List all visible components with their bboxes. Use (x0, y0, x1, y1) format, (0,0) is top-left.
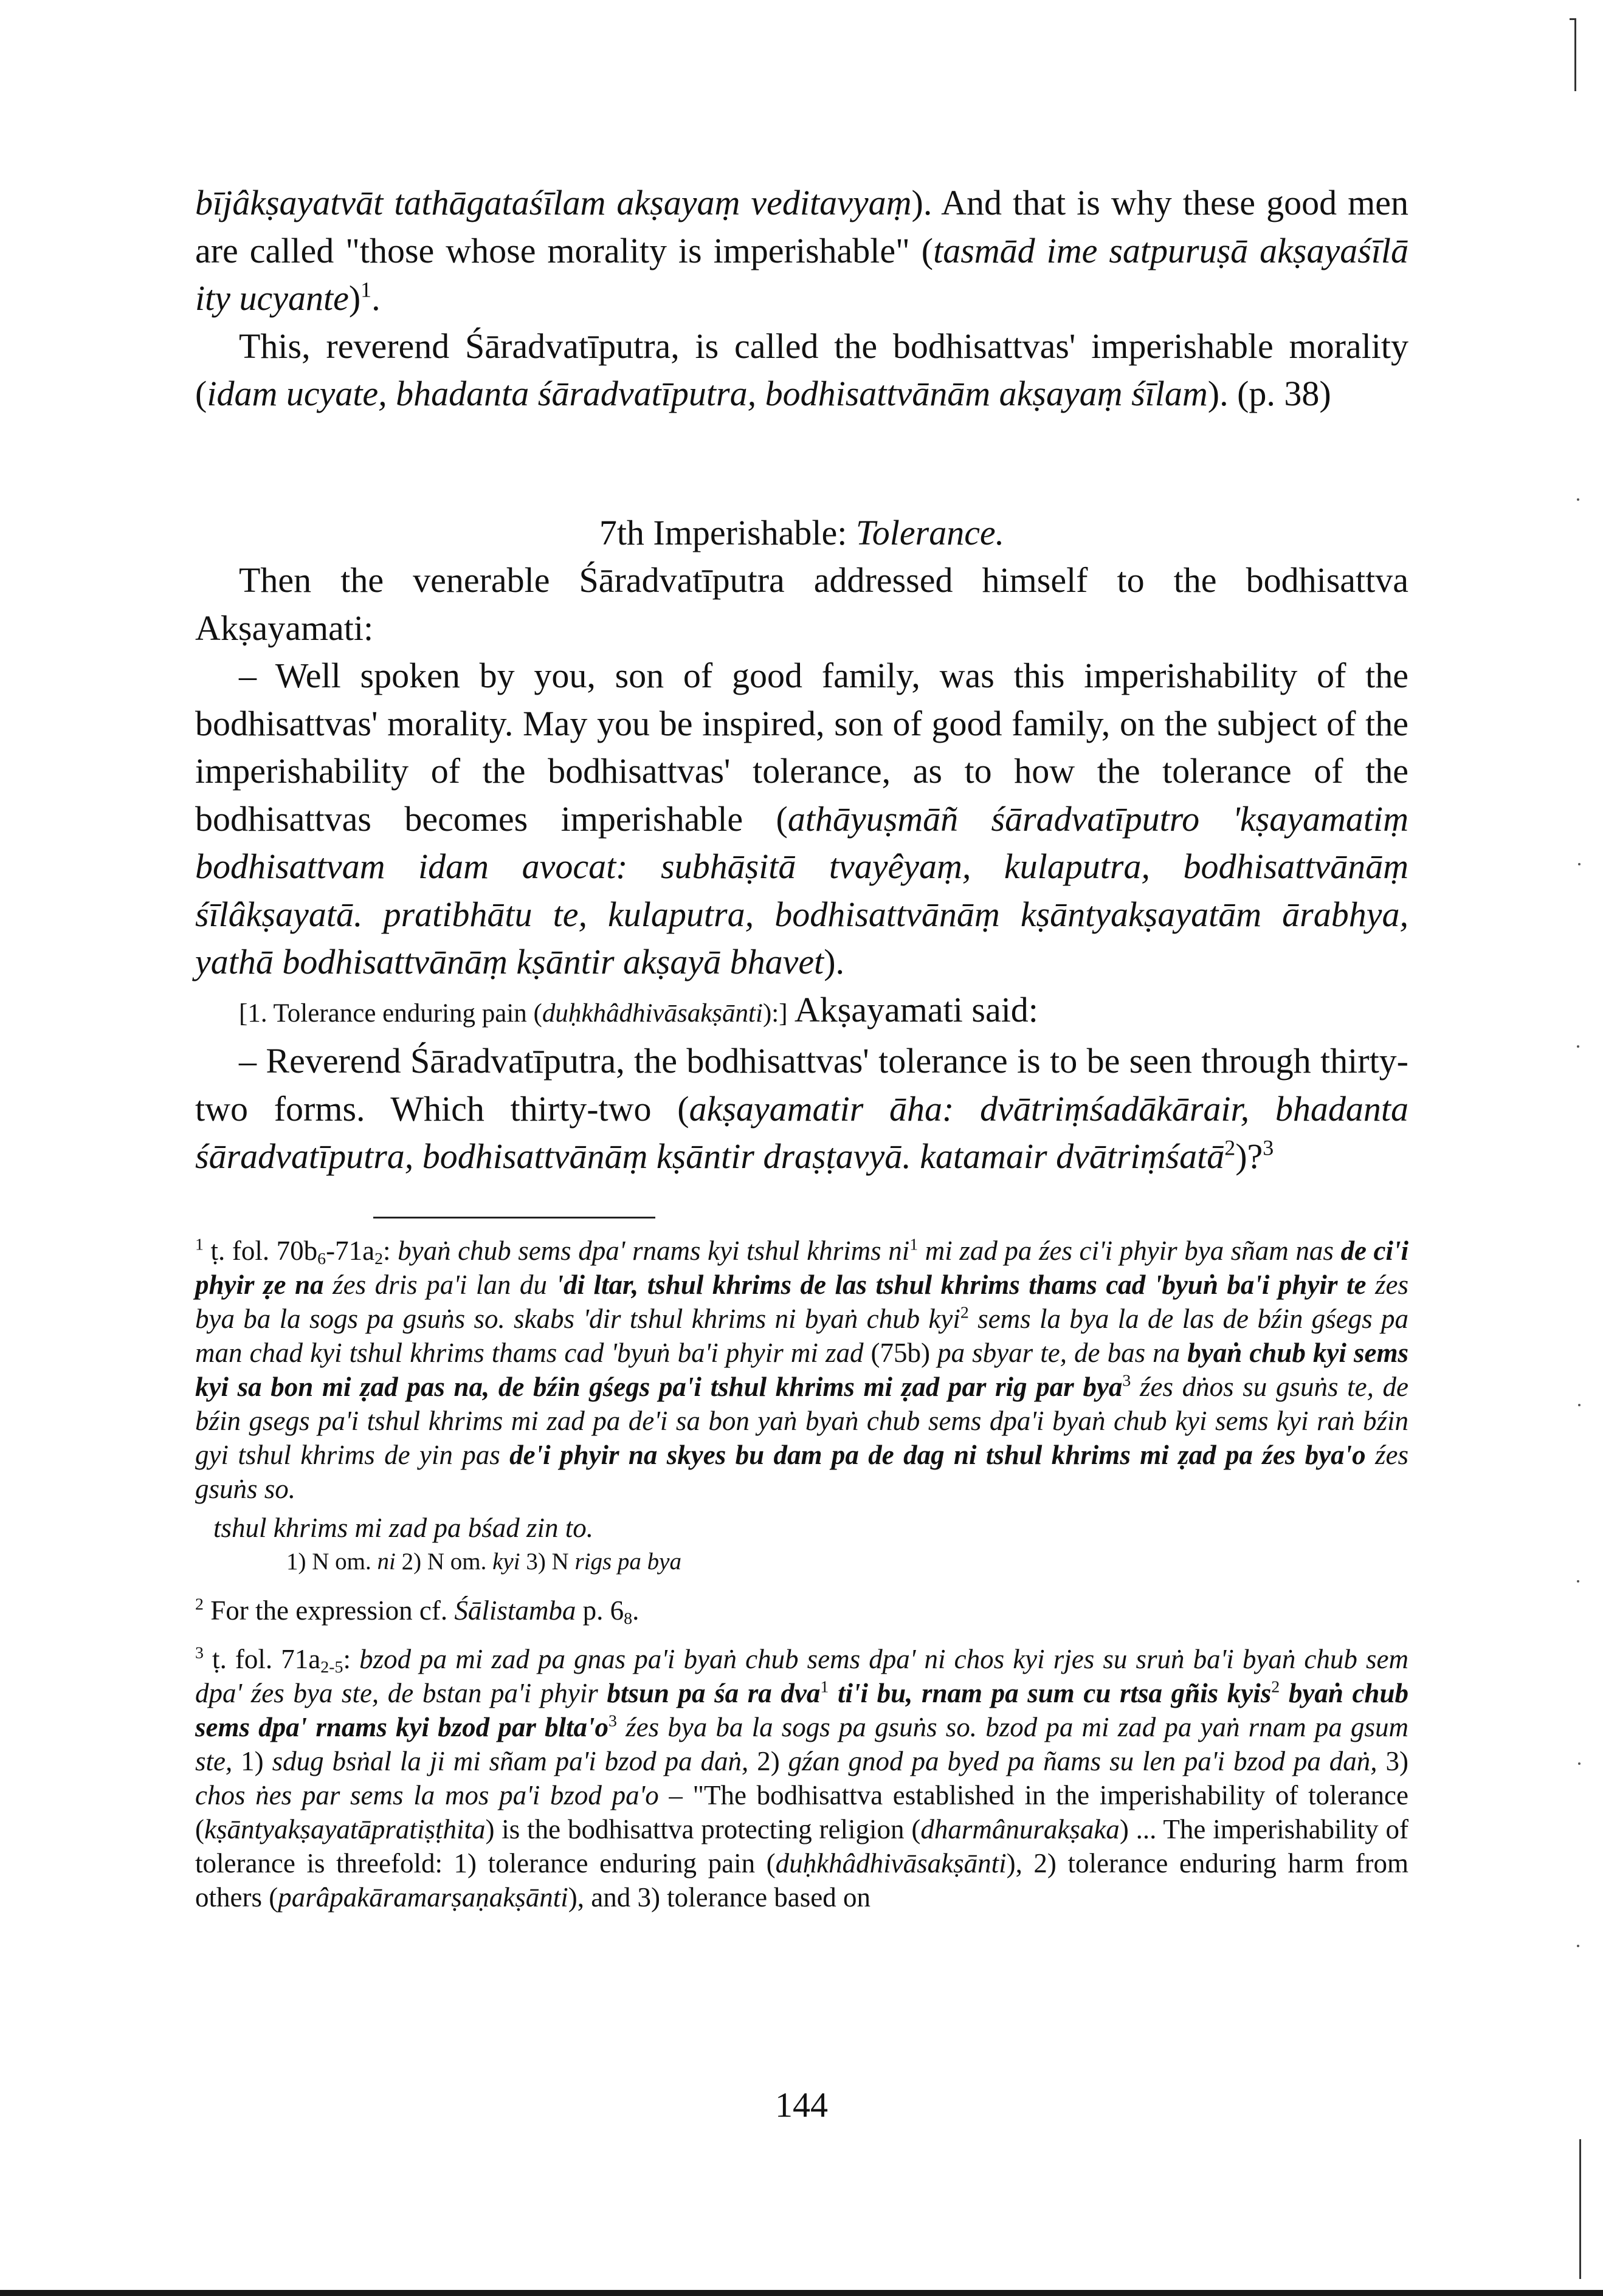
paragraph-continuation: bījâkṣayatvāt tathāgataśīlam akṣayaṃ veditavyaṃ). And that is why these good men are called "those whose morality is imperishable" (tasmād ime satpuruṣā akṣayaśīlā ity ucyante)$^1$. (195, 183, 1409, 318)
scan-speck (1577, 1045, 1579, 1048)
scan-speck (1577, 1580, 1579, 1583)
footnote-3: $^3$ ṭ. fol. $71a_{2-5}$: bzod pa mi zad pa gnas pa'i byaṅ chub sems dpa' ni chos kyi rjes su sruṅ ba'i byaṅ chub sem dpa' źes bya ste, de bstan pa'i phyir btsun pa śa ra dva$^1$ ti'i bu, rnam pa sum cu rtsa gñis kyis$^2$ byaṅ chub sems dpa' rnams kyi bzod par $blta'o^3$ źes bya ba la sogs pa gsuṅs so. bzod pa mi zad pa yaṅ rnam pa gsum ste, 1) sdug bsṅal la ji mi sñam pa'i bzod pa daṅ, 2) gźan gnod pa byed pa ñams su len pa'i bzod pa daṅ, 3) chos ṅes par sems la mos pa'i bzod pa'o – "The bodhisattva established in the imperishability of tolerance (kṣāntyakṣayatāpratiṣṭhita) is the bodhisattva protecting religion (dharmânurakṣaka) ... The imperishability of tolerance is threefold: 1) tolerance enduring pain (duḥkhâdhivāsakṣānti), 2) tolerance enduring harm from others (parâpakāramarṣaṇakṣānti), and 3) tolerance based on (195, 1643, 1408, 1913)
paragraph-morality-summary: This, reverend Śāradvatīputra, is called the bodhisattvas' imperishable morality (idam ucyate, bhadanta śāradvatīputra, bodhisattvānām akṣayaṃ śīlam). (p. 38) (195, 326, 1408, 413)
footnote-2: $^2$ For the expression cf. Śālistamba p. $6_8$. (195, 1595, 639, 1628)
scan-speck (1577, 1945, 1579, 1947)
footnote-ref: 3 (1263, 1135, 1274, 1160)
footnote-1: $^1$ ṭ. fol. $70b_6-71a_2$: byaṅ chub sems dpa' rnams kyi tshul khrims $ni^1$ mi zad pa źes ci'i phyir bya sñam nas de ci'i phyir ẓe na źes dris pa'i lan du 'di ltar, tshul khrims de las tshul khrims thams cad 'byuṅ ba'i phyir te źes bya ba la sogs pa gsuṅs so. skabs 'dir tshul khrims ni byaṅ chub kyi$^2$ sems la bya la de las de bźin gśegs pa man chad kyi tshul khrims thams cad 'byuṅ ba'i phyir mi zad (75b) pa sbyar te, de bas na byaṅ chub kyi sems kyi sa bon mi ẓad pas na, de bźin gśegs pa'i tshul khrims mi ẓad par rig par bya$^3$ źes dṅos su gsuṅs te, de bźin gsegs pa'i tshul khrims mi zad pa de'i sa bon yaṅ byaṅ chub sems dpa'i byaṅ chub kyi sems kyi raṅ bźin gyi tshul khrims de yin pas de'i phyir na skyes bu dam pa de dag ni tshul khrims mi ẓad pa źes bya'o źes gsuṅs so. (195, 1235, 1409, 1504)
scan-speck (1578, 863, 1581, 865)
scan-edge-line-bottom (1579, 2139, 1581, 2279)
footnote-1-variants: 1) N om. ni 2) N om. kyi 3) N rigs pa bya (286, 1548, 681, 1575)
paragraph-address: Then the venerable Śāradvatīputra addressed himself to the bodhisattva Akṣayamati: (195, 560, 1408, 648)
paragraph-section-1: [1. Tolerance enduring pain (duḥkhâdhivāsakṣānti):] Akṣayamati said: (239, 989, 1038, 1029)
paragraph-request: – Well spoken by you, son of good family, was this imperishability of the bodhisattvas' morality. May you be inspired, son of good family, on the subject of the imperishability of the bodhisattvas' tolerance, as to how the tolerance of the bodhisattvas becomes imperishable (athāyuṣmāñ śāradvatīputro 'kṣayamatiṃ bodhisattvam idam avocat: subhāṣitā tvayêyaṃ, kulaputra, bodhisattvānāṃ śīlâkṣayatā. pratibhātu te, kulaputra, bodhisattvānāṃ kṣāntyakṣayatām ārabhya, yathā bodhisattvānāṃ kṣāntir akṣayā bhavet). (195, 656, 1408, 981)
footnote-1-tail: tshul khrims mi zad pa bśad zin to. (213, 1513, 594, 1543)
main-text-continued (195, 557, 1408, 1181)
paragraph-reply: – Reverend Śāradvatīputra, the bodhisattvas' tolerance is to be seen through thirty-two forms. Which thirty-two (akṣayamatir āha: dvātriṃśadākārair, bhadanta śāradvatīputra, bodhisattvānāṃ kṣāntir draṣṭavyā. katamair dvātriṃśatā$^2$)?$^3$ (195, 1041, 1409, 1176)
scan-speck (1577, 498, 1579, 501)
footnotes (195, 1234, 1408, 1914)
footnote-divider (373, 1217, 655, 1218)
page-number: 144 (775, 2085, 828, 2125)
scan-speck (1578, 1762, 1581, 1765)
scan-edge-line-top (1574, 18, 1576, 91)
main-text (195, 179, 1408, 418)
footnote-ref: 1 (360, 277, 372, 302)
section-heading: 7th Imperishable: Tolerance. (599, 513, 1005, 552)
footnote-ref: 2 (1224, 1135, 1236, 1160)
scan-speck (1578, 1404, 1581, 1406)
scan-bottom-edge (0, 2290, 1603, 2296)
